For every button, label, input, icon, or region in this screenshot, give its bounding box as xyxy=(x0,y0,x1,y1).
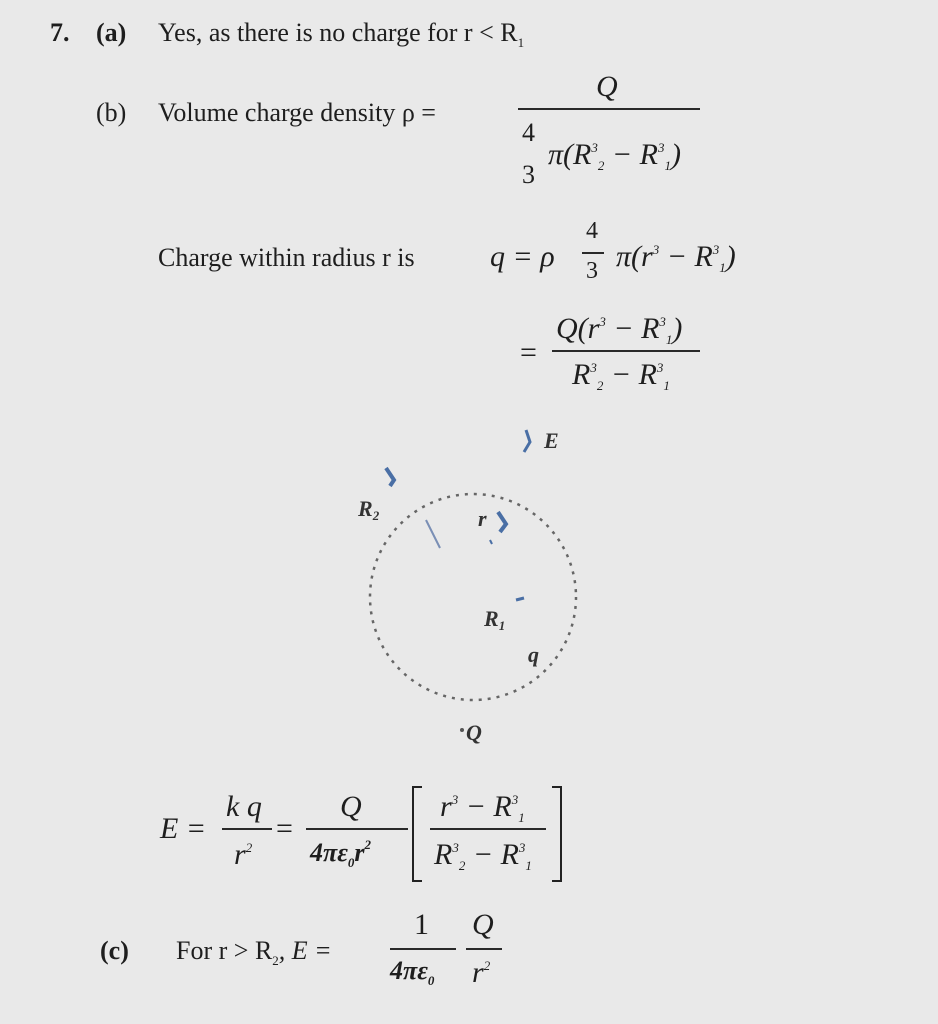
r-tick xyxy=(490,540,492,544)
part-a-text xyxy=(158,18,524,48)
c-f1-den xyxy=(390,956,434,986)
part-a-sentence: Yes, as there is no charge for r < R xyxy=(158,18,518,47)
label-R1-sub: 1 xyxy=(498,618,506,633)
eq2-num-mid: − R xyxy=(605,312,660,345)
c-f1-den-body: 4πε xyxy=(390,956,428,985)
E-lhs: E = xyxy=(160,812,207,845)
density-denominator xyxy=(548,138,681,172)
right-bracket xyxy=(552,786,562,882)
label-Q: Q xyxy=(466,720,482,745)
field-arrow-E xyxy=(524,430,530,452)
density-den-mid: − R xyxy=(604,138,658,171)
R2-arrow xyxy=(386,468,394,486)
c-f1-line xyxy=(390,948,456,950)
outer-dotted-circle xyxy=(370,494,576,700)
charge-sup-a: 3 xyxy=(652,242,660,257)
br-num-sup-a: 3 xyxy=(451,792,459,807)
E-f2-num: Q xyxy=(340,790,362,823)
eq2-den-sup-a: 3 xyxy=(590,360,597,375)
charge-frac-line xyxy=(582,252,604,254)
br-num-mid: − R xyxy=(458,790,512,823)
density-sub-b: 1 xyxy=(664,158,671,173)
charge-three: 3 xyxy=(586,258,598,284)
eq2-den-sub-a: 2 xyxy=(596,378,604,393)
shell-diagram xyxy=(340,420,600,760)
density-three: 3 xyxy=(522,160,535,189)
E-f1-den xyxy=(234,838,252,872)
question-number: 7. xyxy=(50,18,70,47)
eq2-numerator xyxy=(556,312,682,346)
left-bracket xyxy=(412,786,422,882)
label-R1-letter: R xyxy=(484,606,499,631)
part-b-text: Volume charge density ρ = xyxy=(158,98,436,127)
eq2-sign: = xyxy=(520,336,537,369)
eq2-den-body: R xyxy=(572,358,591,391)
eq2-den-sub-b: 1 xyxy=(663,378,670,393)
E-f2-den-sup: 2 xyxy=(364,837,371,852)
c-f2-den-r: r xyxy=(472,956,484,989)
E-f2-den-body: 4πε xyxy=(310,838,348,867)
part-c-label: (c) xyxy=(100,936,129,965)
E-f1-den-sup: 2 xyxy=(245,840,253,855)
E-f1-num: k q xyxy=(226,790,262,823)
E-f1-den-r: r xyxy=(234,838,246,871)
br-den-R: R xyxy=(434,838,453,871)
eq2-num-sup-a: 3 xyxy=(599,314,606,329)
br-den-sub-b: 1 xyxy=(525,858,532,873)
charge-rhs-mid: − R xyxy=(659,240,713,273)
part-c-cond: For r > R xyxy=(176,936,273,965)
label-q: q xyxy=(528,642,539,667)
label-R2 xyxy=(358,496,379,522)
charge-rhs xyxy=(616,240,736,274)
part-a-subscript: 1 xyxy=(517,35,525,50)
bracket-frac-line xyxy=(430,828,546,830)
c-f2-den-sup: 2 xyxy=(483,958,491,973)
Q-dot xyxy=(460,728,464,732)
E-f2-den-r: r xyxy=(354,838,365,867)
eq2-num-sub: 1 xyxy=(665,332,673,347)
bracket-numerator xyxy=(440,790,525,824)
part-c-text xyxy=(176,936,332,966)
charge-sup-b: 3 xyxy=(712,242,720,257)
E-f2-den-sub: 0 xyxy=(347,855,355,870)
c-f2-num: Q xyxy=(472,908,494,941)
r-arrow xyxy=(498,512,506,532)
br-num-sub: 1 xyxy=(518,810,525,825)
br-den-sub-a: 2 xyxy=(458,858,466,873)
density-sup-b: 3 xyxy=(657,140,665,155)
charge-lhs: q = ρ xyxy=(490,240,555,273)
label-R1 xyxy=(484,606,505,632)
part-a-label: (a) xyxy=(96,18,127,47)
eq2-den-sup-b: 3 xyxy=(656,360,664,375)
density-den-body: π(R xyxy=(548,138,592,171)
density-numerator: Q xyxy=(596,70,618,103)
bracket-denominator xyxy=(434,838,532,872)
R1-mark xyxy=(516,598,524,600)
br-den-sup-a: 3 xyxy=(452,840,459,855)
charge-rhs-end: ) xyxy=(725,240,736,273)
part-b-label: (b) xyxy=(96,98,127,127)
charge-within-text: Charge within radius r is xyxy=(158,243,415,272)
label-E: E xyxy=(544,428,559,453)
E-f2-line xyxy=(306,828,408,830)
charge-sub: 1 xyxy=(719,260,726,275)
E-f2-den xyxy=(310,838,371,868)
br-den-mid: − R xyxy=(465,838,519,871)
br-den-sup-b: 3 xyxy=(518,840,526,855)
density-sub-a: 2 xyxy=(597,158,605,173)
c-f2-line xyxy=(466,948,502,950)
charge-four: 4 xyxy=(586,218,598,244)
E-f1-line xyxy=(222,828,272,830)
br-num-sup-b: 3 xyxy=(511,792,519,807)
density-fraction-line xyxy=(518,108,700,110)
density-four: 4 xyxy=(522,118,535,147)
c-f1-den-sub: 0 xyxy=(427,973,435,988)
eq2-num-end: ) xyxy=(672,312,683,345)
density-den-end: ) xyxy=(670,138,681,171)
eq2-num-body: Q(r xyxy=(556,312,600,345)
c-f2-den xyxy=(472,956,490,990)
E-eq-sign: = xyxy=(276,812,293,845)
eq2-den-mid: − R xyxy=(603,358,657,391)
eq2-frac-line xyxy=(552,350,700,352)
part-c-sub: 2 xyxy=(272,953,279,968)
charge-rhs-body: π(r xyxy=(616,240,653,273)
density-sup-a: 3 xyxy=(591,140,598,155)
eq2-num-sup-b: 3 xyxy=(659,314,666,329)
label-R2-letter: R xyxy=(358,496,373,521)
R2-radius-line xyxy=(426,520,440,548)
c-f1-num: 1 xyxy=(414,908,429,941)
part-c-E: , E = xyxy=(278,936,332,965)
br-num-r: r xyxy=(440,790,452,823)
label-r: r xyxy=(478,506,487,531)
eq2-denominator xyxy=(572,358,670,392)
label-R2-sub: 2 xyxy=(372,508,380,523)
